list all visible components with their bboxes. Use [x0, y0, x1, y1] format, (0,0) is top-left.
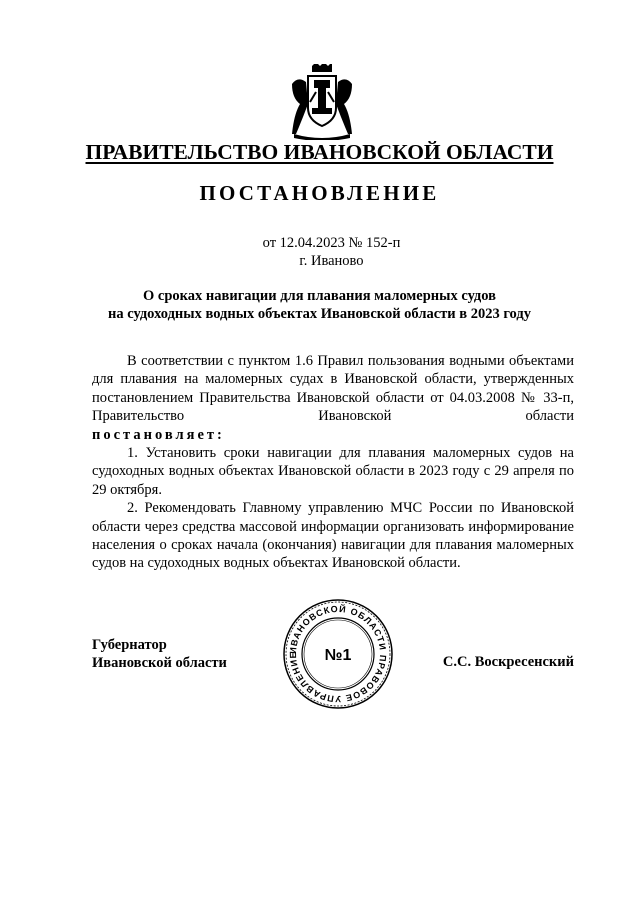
preamble-text: В соответствии с пунктом 1.6 Правил пользования водными объектами для плавания на маломерных судах в Ивановской области, утвержденных постановлением Правительства Ивановской области от 04.03.2008 № 33-п, Правительство Ивановской области: [92, 353, 574, 425]
position-line-2: Ивановской области: [92, 655, 227, 671]
date-number: от 12.04.2023 № 152-п: [262, 235, 401, 251]
subject-line-2: на судоходных водных объектах Ивановской области в 2023 году: [108, 306, 531, 322]
item-2-paragraph: 2. Рекомендовать Главному управлению МЧС России по Ивановской области через средства массовой информации организовать информирование населения о сроках начала (окончания) навигации для плавания маломерных судов на судоходных водных объектах Ивановской области.: [92, 500, 574, 572]
seal-stamp-icon: [282, 598, 394, 710]
subject-line-1: О сроках навигации для плавания маломерных судов: [143, 288, 496, 304]
document-subject: [0, 287, 639, 323]
position-line-1: Губернатор: [92, 637, 167, 653]
signatory-name: С.С. Воскресенский: [442, 654, 574, 670]
decree-paragraph: [92, 426, 574, 444]
city: г. Иваново: [299, 253, 364, 269]
preamble-paragraph: [92, 352, 574, 426]
document-meta: [0, 234, 639, 270]
decree-word: постановляет:: [92, 426, 225, 443]
stamp-ring-text: ИВАНОВСКОЙ ОБЛАСТИ ПРАВОВОЕ УПРАВЛЕНИЕ: [287, 603, 389, 705]
organization-title-text: ПРАВИТЕЛЬСТВО ИВАНОВСКОЙ ОБЛАСТИ: [85, 140, 554, 164]
document-type: ПОСТАНОВЛЕНИЕ: [199, 181, 440, 205]
organization-title: [0, 136, 639, 168]
item-1-paragraph: 1. Установить сроки навигации для плавания маломерных судов на судоходных водных объектах Ивановской области в 2023 году с 29 апреля по 29 октября.: [92, 445, 574, 498]
stamp-number: №1: [324, 647, 352, 664]
coat-of-arms-icon: [288, 64, 356, 140]
document-body: [92, 352, 574, 573]
signatory-position: [92, 636, 227, 672]
